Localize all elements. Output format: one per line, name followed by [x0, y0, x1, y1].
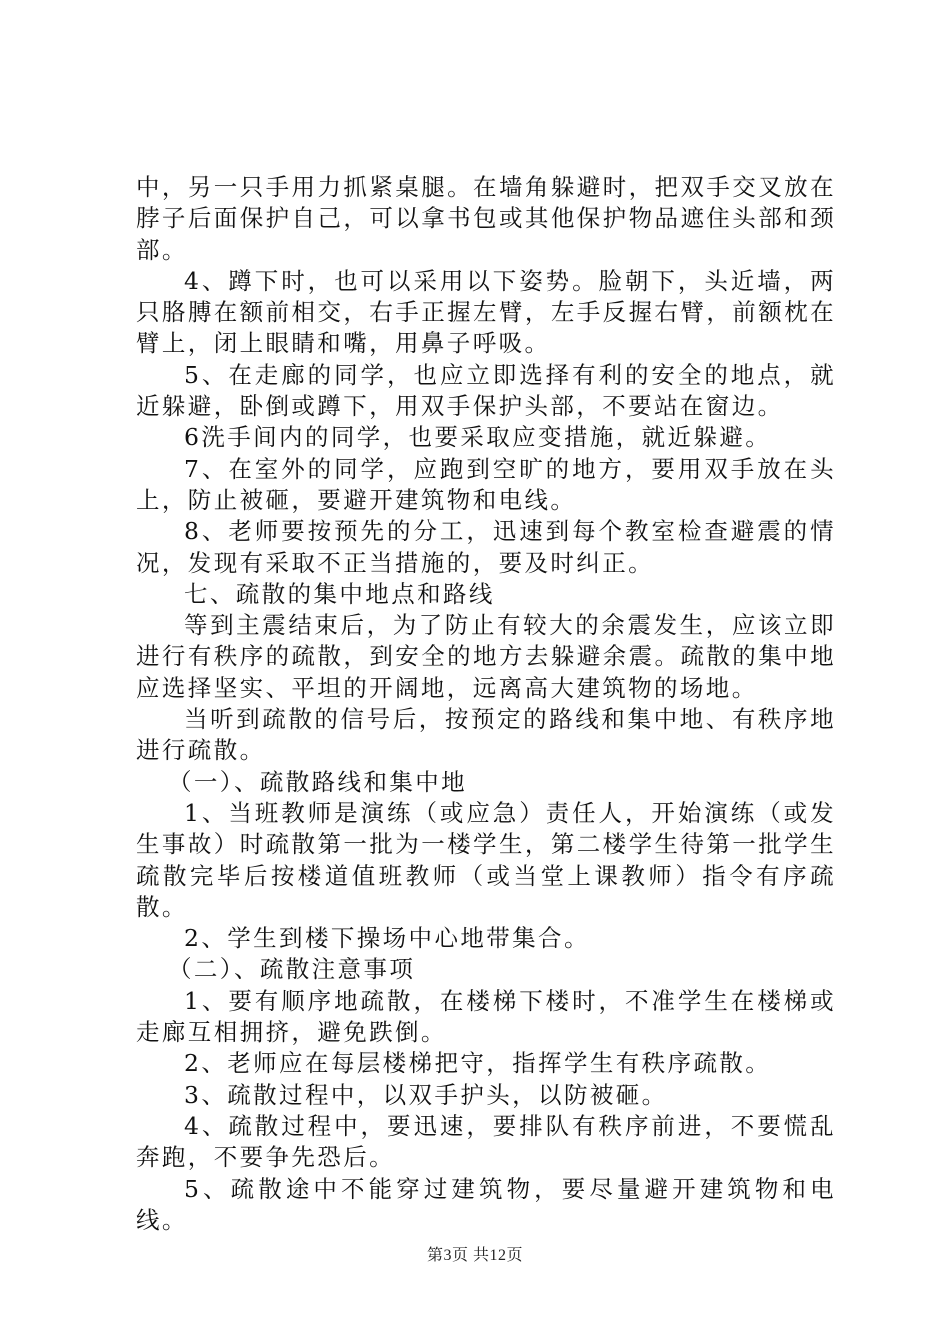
paragraph: 当听到疏散的信号后，按预定的路线和集中地、有秩序地进行疏散。: [136, 705, 836, 765]
paragraph: 3、疏散过程中，以双手护头，以防被砸。: [184, 1080, 668, 1109]
page-footer: [0, 1242, 950, 1265]
paragraph: 1、要有顺序地疏散，在楼梯下楼时，不准学生在楼梯或走廊互相拥挤，避免跌倒。: [136, 986, 836, 1047]
paragraph: 1、当班教师是演练（或应急）责任人，开始演练（或发生事故）时疏散第一批为一楼学生，第二楼学生待第一批学生疏散完毕后按楼道值班教师（或当堂上课教师）指令有序疏散。: [136, 798, 836, 921]
paragraph: 8、老师要按预先的分工，迅速到每个教室检查避震的情况，发现有采取不正当措施的，要及时纠正。: [136, 517, 836, 577]
paragraph: 2、学生到楼下操场中心地带集合。: [184, 924, 590, 953]
paragraph: 4、蹲下时，也可以采用以下姿势。脸朝下，头近墙，两只胳膊在额前相交，右手正握左臂，左手反握右臂，前额枕在臂上，闭上眼睛和嘴，用鼻子呼吸。: [136, 266, 836, 358]
paragraph: 7、在室外的同学，应跑到空旷的地方，要用双手放在头上，防止被砸，要避开建筑物和电线。: [136, 454, 836, 514]
subsection-heading: （二）、疏散注意事项: [168, 955, 416, 984]
paragraph: 5、在走廊的同学，也应立即选择有利的安全的地点，就近躲避，卧倒或蹲下，用双手保护头部，不要站在窗边。: [136, 360, 836, 421]
page-number-label: 第3页 共12页: [426, 1247, 523, 1264]
document-body: [136, 172, 836, 1236]
paragraph: 5、疏散途中不能穿过建筑物，要尽量避开建筑物和电线。: [136, 1174, 836, 1234]
section-heading: 七、疏散的集中地点和路线: [184, 579, 495, 608]
paragraph: 4、疏散过程中，要迅速，要排队有秩序前进，不要慌乱奔跑，不要争先恐后。: [136, 1111, 836, 1172]
subsection-heading: （一）、疏散路线和集中地: [168, 767, 468, 796]
paragraph: 等到主震结束后，为了防止有较大的余震发生，应该立即进行有秩序的疏散，到安全的地方去躲避余震。疏散的集中地应选择坚实、平坦的开阔地，远离高大建筑物的场地。: [136, 611, 836, 702]
paragraph: 6洗手间内的同学，也要采取应变措施，就近躲避。: [184, 423, 772, 452]
paragraph: 2、老师应在每层楼梯把守，指挥学生有秩序疏散。: [184, 1049, 772, 1078]
paragraph: 中，另一只手用力抓紧桌腿。在墙角躲避时，把双手交叉放在脖子后面保护自己，可以拿书包或其他保护物品遮住头部和颈部。: [136, 173, 836, 264]
